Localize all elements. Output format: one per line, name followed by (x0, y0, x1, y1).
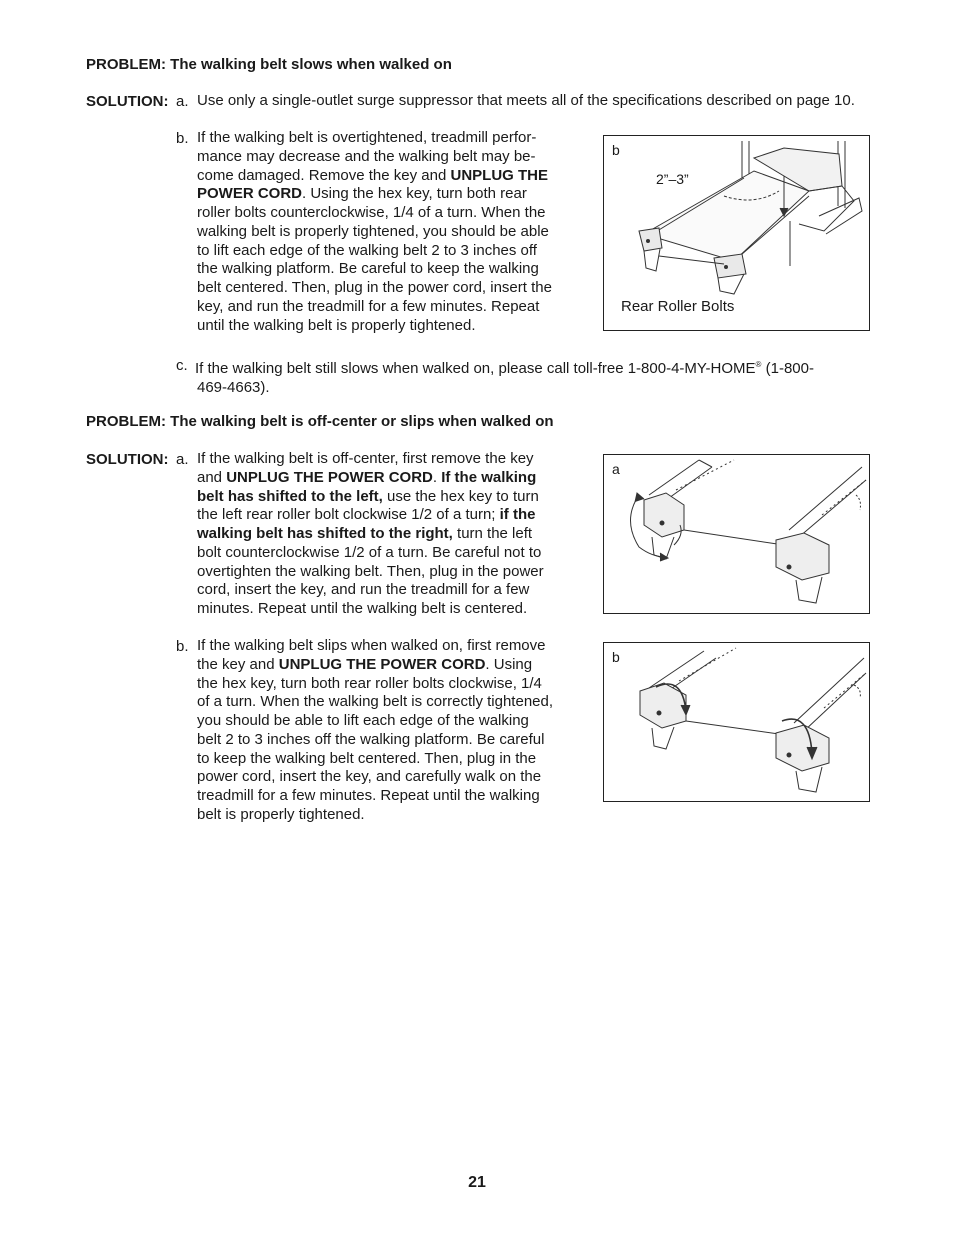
item-text-1c: If the walking belt still slows when walked on, please call toll-free 1-800-4-MY-HOME® (1-800- 469-4663). (195, 360, 814, 396)
roller-bolt-tightening-illustration (604, 643, 868, 800)
item-letter-1c: c. (176, 357, 188, 374)
item-text-1a: Use only a single-outlet surge suppressor that meets all of the specifications described on page 10. (197, 92, 855, 109)
figure-tag-2b: b (612, 649, 620, 665)
figure-belt-tightening (603, 642, 870, 802)
item-text-2b: If the walking belt slips when walked on, first remove the key and UNPLUG THE POWER CORD. Using the hex key, turn both rear roller bolts clockwise, 1/4 of a turn. When the walking belt is correctly tightened, you should be able to lift each edge of the walking belt 2 to 3 inches off the walking platform. Be careful to keep the walking belt centered. Then, plug in the power cord, insert the key, and carefully walk on the treadmill for a few minutes. Repeat until the walking belt is properly tightened. (197, 637, 554, 823)
solution-label-2: SOLUTION: (86, 451, 169, 468)
item-text-1b: If the walking belt is overtightened, treadmill perfor- mance may decrease and the walking belt may be- come damaged. Remove the key and UNPLUG THE POWER CORD. Using the hex key, turn both rear roller bolts counterclockwise, 1/4 of a turn. When the walking belt is properly tightened, you should be able to lift each edge of the walking belt 2 to 3 inches off the walking platform. Be careful to keep the walking belt centered. Then, plug in the power cord, insert the key, and run the treadmill for a few minutes. Repeat until the walking belt is properly tightened. (197, 129, 552, 334)
figure-rear-roller-bolts (603, 135, 870, 331)
problem-heading-1: PROBLEM: The walking belt slows when walked on (86, 56, 452, 73)
figure-belt-centering (603, 454, 870, 614)
item-letter-2a: a. (176, 451, 189, 468)
item-letter-1a: a. (176, 93, 189, 110)
roller-bolt-centering-illustration (604, 455, 868, 612)
item-letter-1b: b. (176, 130, 189, 147)
page-number: 21 (468, 1174, 486, 1191)
item-text-2a: If the walking belt is off-center, first remove the key and UNPLUG THE POWER CORD. If the walking belt has shifted to the left, use the hex key to turn the left rear roller bolt clockwise 1/2 of a turn; if the walking belt has shifted to the right, turn the left bolt counterclockwise 1/2 of a turn. Be careful not to overtighten the walking belt. Then, plug in the power cord, insert the key, and run the treadmill for a few minutes. Repeat until the walking belt is centered. (197, 450, 544, 617)
figure-tag-2a: a (612, 461, 620, 477)
item-letter-2b: b. (176, 638, 189, 655)
rear-roller-bolts-caption: Rear Roller Bolts (621, 298, 735, 315)
solution-label-1: SOLUTION: (86, 93, 169, 110)
problem-heading-2: PROBLEM: The walking belt is off-center or slips when walked on (86, 413, 554, 430)
figure-tag-1b: b (612, 142, 620, 158)
dimension-label: 2”–3” (656, 171, 689, 187)
